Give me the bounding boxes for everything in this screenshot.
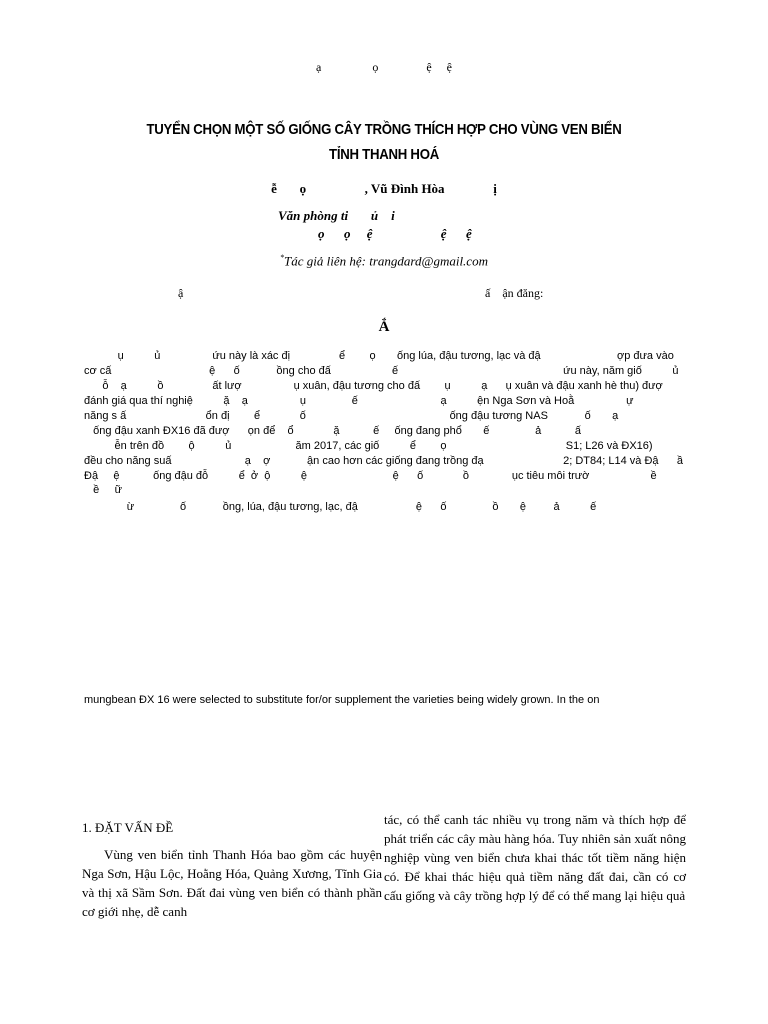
abstract-line: ống đậu xanh ĐX16 đã đượ ọn để ổ ặ ế ống đang phổ ế ả ấ [84, 425, 582, 437]
left-column [82, 845, 382, 921]
keywords-line: ừ ố ồng, lúa, đậu tương, lạc, đậ ệ ố ồ ệ ả ế [84, 501, 597, 513]
paper-title-line-2: TỈNH THANH HOÁ [329, 146, 439, 163]
corresponding-author [0, 253, 768, 269]
corresponding-email: Tác giả liên hệ: trangdard@gmail.com [284, 253, 488, 269]
abstract-line: đều cho năng suấ ạ ợ ận cao hơn các giống đang trồng đạ 2; DT84; L14 và Đậ ầ [84, 455, 683, 467]
affiliation-line-1: Văn phòng ti ủ i [278, 208, 395, 223]
right-column [384, 810, 686, 905]
paper-title-line-1: TUYỂN CHỌN MỘT SỐ GIỐNG CÂY TRỒNG THÍCH HỢP CHO VÙNG VEN BIỂN [146, 121, 622, 138]
english-abstract-fragment: mungbean ĐX 16 were selected to substitute for/or supplement the varieties being widely grown. In the on [84, 694, 600, 706]
abstract-line: ễn trên đồ ộ ủ ăm 2017, các giố ể ọ S1; L26 và ĐX16) [84, 440, 653, 452]
right-column-paragraph: tác, có thể canh tác nhiều vụ trong năm và thích hợp để phát triển các cây màu hàng hóa. Tuy nhiên sản xuất nông nghiệp vùng ven biển chưa khai thác tốt tiềm năng hiện có. Để khai thác hiệu quả tiềm năng đất đai, cần có cơ cấu giống và cây trồng hợp lý để có thể mang lại hiệu quả [384, 812, 686, 903]
section-heading: 1. ĐẶT VẤN ĐỀ [82, 820, 174, 835]
abstract-line: Đậ ệ ống đậu đỗ ể ở ộ ệ ệ ố ồ ục tiêu môi trườ ề [84, 470, 657, 482]
abstract-line: năng s ấ ổn đị ể ố ống đậu tương NAS ố ạ [84, 410, 619, 422]
abstract-line: ụ ủ ứu này là xác đị ể ọ ống lúa, đậu tương, lạc và đậ ợp đưa vào [84, 350, 674, 362]
received-date: ậ [178, 286, 184, 300]
abstract-line: ề ữ [84, 484, 122, 496]
accepted-date: ấ ận đăng: [485, 286, 544, 300]
abstract-heading: Ắ [378, 319, 390, 335]
abstract-line: ỗ ạ ồ ất lượ ụ xuân, đậu tương cho đấ ụ ạ ụ xuân và đậu xanh hè thu) đượ [84, 380, 663, 392]
header-fragment: ạ ọ ệ ệ [316, 60, 452, 74]
authors: ễ ọ , Vũ Đình Hòa ị [271, 181, 497, 196]
affiliation-line-2: ọ ọ ệ ệ ệ [318, 226, 472, 241]
abstract-line: cơ cấ ệ ố ồng cho đấ ế ứu này, năm giố ủ [84, 365, 679, 377]
corresponding-mark: * [280, 253, 285, 262]
abstract-line: đánh giá qua thí nghiệ ặ ạ ụ ế ạ ện Nga Sơn và Hoằ ự [84, 395, 634, 407]
left-column-paragraph: Vùng ven biển tỉnh Thanh Hóa bao gồm các huyện Nga Sơn, Hậu Lộc, Hoằng Hóa, Quảng Xương, Tĩnh Gia và thị xã Sầm Sơn. Đất đai vùng ven biển có thành phần cơ giới nhẹ, dễ canh [82, 847, 382, 919]
